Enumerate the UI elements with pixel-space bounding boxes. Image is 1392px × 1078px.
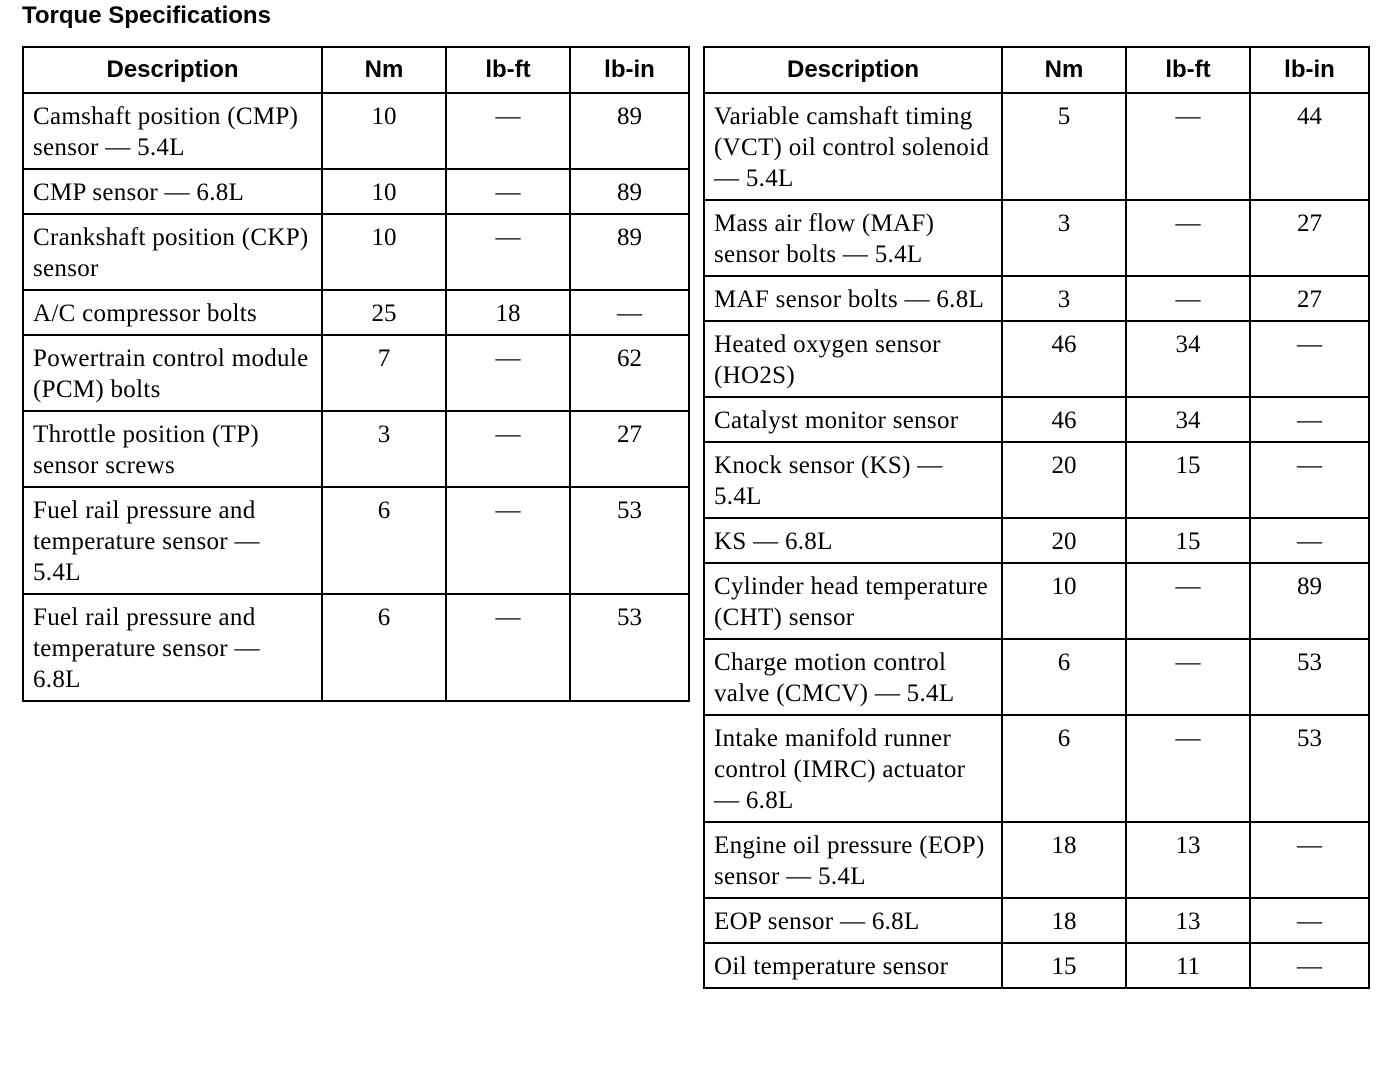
cell-description: CMP sensor — 6.8L bbox=[23, 169, 322, 214]
cell-nm: 7 bbox=[322, 335, 446, 411]
cell-lb-ft: — bbox=[446, 411, 570, 487]
cell-lb-in: — bbox=[1250, 898, 1369, 943]
cell-lb-ft: — bbox=[446, 487, 570, 594]
cell-description: Knock sensor (KS) — 5.4L bbox=[704, 442, 1002, 518]
table-row bbox=[23, 487, 689, 594]
cell-lb-ft: — bbox=[446, 335, 570, 411]
cell-lb-ft: — bbox=[446, 93, 570, 169]
cell-description: Variable camshaft timing (VCT) oil control solenoid — 5.4L bbox=[704, 93, 1002, 200]
cell-description: Throttle position (TP) sensor screws bbox=[23, 411, 322, 487]
cell-lb-ft: — bbox=[446, 214, 570, 290]
cell-lb-ft: 34 bbox=[1126, 321, 1250, 397]
cell-nm: 18 bbox=[1002, 898, 1126, 943]
cell-description: MAF sensor bolts — 6.8L bbox=[704, 276, 1002, 321]
cell-nm: 20 bbox=[1002, 442, 1126, 518]
cell-nm: 6 bbox=[1002, 715, 1126, 822]
cell-nm: 6 bbox=[322, 594, 446, 701]
table-row bbox=[704, 943, 1369, 988]
cell-description: Fuel rail pressure and temperature sensor — 6.8L bbox=[23, 594, 322, 701]
cell-nm: 10 bbox=[322, 214, 446, 290]
cell-lb-ft: — bbox=[446, 169, 570, 214]
cell-lb-ft: — bbox=[1126, 200, 1250, 276]
cell-lb-ft: 13 bbox=[1126, 898, 1250, 943]
cell-lb-in: — bbox=[1250, 321, 1369, 397]
torque-table-right bbox=[703, 46, 1370, 989]
table-row bbox=[704, 563, 1369, 639]
cell-description: Mass air flow (MAF) sensor bolts — 5.4L bbox=[704, 200, 1002, 276]
cell-lb-in: 27 bbox=[1250, 200, 1369, 276]
cell-description: Charge motion control valve (CMCV) — 5.4L bbox=[704, 639, 1002, 715]
cell-description: Oil temperature sensor bbox=[704, 943, 1002, 988]
column-header-description: Description bbox=[704, 47, 1002, 93]
column-header-lb-in: lb-in bbox=[1250, 47, 1369, 93]
cell-lb-in: 53 bbox=[1250, 715, 1369, 822]
cell-lb-in: — bbox=[1250, 442, 1369, 518]
cell-nm: 3 bbox=[1002, 276, 1126, 321]
cell-nm: 10 bbox=[322, 169, 446, 214]
table-row bbox=[23, 411, 689, 487]
cell-lb-in: 27 bbox=[570, 411, 689, 487]
cell-lb-in: 89 bbox=[1250, 563, 1369, 639]
table-row bbox=[704, 898, 1369, 943]
cell-lb-in: 27 bbox=[1250, 276, 1369, 321]
table-header-row bbox=[704, 47, 1369, 93]
cell-nm: 20 bbox=[1002, 518, 1126, 563]
cell-lb-ft: 18 bbox=[446, 290, 570, 335]
cell-lb-ft: 11 bbox=[1126, 943, 1250, 988]
torque-table-left bbox=[22, 46, 690, 702]
cell-lb-in: 62 bbox=[570, 335, 689, 411]
cell-nm: 25 bbox=[322, 290, 446, 335]
cell-lb-ft: — bbox=[1126, 563, 1250, 639]
cell-description: Fuel rail pressure and temperature sensor — 5.4L bbox=[23, 487, 322, 594]
cell-lb-in: 53 bbox=[570, 487, 689, 594]
table-row bbox=[704, 93, 1369, 200]
cell-lb-ft: — bbox=[1126, 93, 1250, 200]
cell-description: Catalyst monitor sensor bbox=[704, 397, 1002, 442]
cell-lb-in: — bbox=[570, 290, 689, 335]
cell-lb-in: — bbox=[1250, 397, 1369, 442]
cell-lb-in: — bbox=[1250, 518, 1369, 563]
cell-nm: 10 bbox=[322, 93, 446, 169]
cell-lb-ft: 15 bbox=[1126, 518, 1250, 563]
cell-nm: 46 bbox=[1002, 397, 1126, 442]
cell-lb-ft: — bbox=[1126, 639, 1250, 715]
table-row bbox=[704, 518, 1369, 563]
table-row bbox=[704, 200, 1369, 276]
cell-description: KS — 6.8L bbox=[704, 518, 1002, 563]
cell-lb-in: — bbox=[1250, 943, 1369, 988]
table-header-row bbox=[23, 47, 689, 93]
cell-nm: 18 bbox=[1002, 822, 1126, 898]
table-row bbox=[704, 639, 1369, 715]
cell-lb-in: 44 bbox=[1250, 93, 1369, 200]
cell-lb-ft: — bbox=[1126, 276, 1250, 321]
cell-description: EOP sensor — 6.8L bbox=[704, 898, 1002, 943]
cell-description: A/C compressor bolts bbox=[23, 290, 322, 335]
cell-description: Powertrain control module (PCM) bolts bbox=[23, 335, 322, 411]
cell-lb-in: 89 bbox=[570, 93, 689, 169]
table-row bbox=[23, 335, 689, 411]
cell-lb-ft: — bbox=[1126, 715, 1250, 822]
cell-lb-ft: 15 bbox=[1126, 442, 1250, 518]
cell-lb-ft: 34 bbox=[1126, 397, 1250, 442]
table-row bbox=[704, 276, 1369, 321]
cell-nm: 10 bbox=[1002, 563, 1126, 639]
table-row bbox=[704, 715, 1369, 822]
table-row bbox=[23, 214, 689, 290]
page-title: Torque Specifications bbox=[22, 2, 271, 29]
cell-description: Heated oxygen sensor (HO2S) bbox=[704, 321, 1002, 397]
cell-nm: 3 bbox=[1002, 200, 1126, 276]
column-header-nm: Nm bbox=[322, 47, 446, 93]
column-header-lb-ft: lb-ft bbox=[1126, 47, 1250, 93]
table-row bbox=[23, 594, 689, 701]
cell-description: Camshaft position (CMP) sensor — 5.4L bbox=[23, 93, 322, 169]
column-header-lb-ft: lb-ft bbox=[446, 47, 570, 93]
column-header-description: Description bbox=[23, 47, 322, 93]
table-row bbox=[704, 321, 1369, 397]
column-header-nm: Nm bbox=[1002, 47, 1126, 93]
cell-description: Cylinder head temperature (CHT) sensor bbox=[704, 563, 1002, 639]
cell-nm: 46 bbox=[1002, 321, 1126, 397]
cell-lb-in: 53 bbox=[1250, 639, 1369, 715]
cell-lb-in: 53 bbox=[570, 594, 689, 701]
cell-lb-ft: — bbox=[446, 594, 570, 701]
table-row bbox=[704, 397, 1369, 442]
table-row bbox=[704, 822, 1369, 898]
cell-nm: 6 bbox=[1002, 639, 1126, 715]
cell-description: Intake manifold runner control (IMRC) actuator — 6.8L bbox=[704, 715, 1002, 822]
table-row bbox=[23, 169, 689, 214]
cell-lb-in: — bbox=[1250, 822, 1369, 898]
table-row bbox=[704, 442, 1369, 518]
table-row bbox=[23, 93, 689, 169]
cell-nm: 6 bbox=[322, 487, 446, 594]
table-row bbox=[23, 290, 689, 335]
cell-nm: 5 bbox=[1002, 93, 1126, 200]
cell-description: Engine oil pressure (EOP) sensor — 5.4L bbox=[704, 822, 1002, 898]
cell-nm: 3 bbox=[322, 411, 446, 487]
cell-nm: 15 bbox=[1002, 943, 1126, 988]
cell-description: Crankshaft position (CKP) sensor bbox=[23, 214, 322, 290]
cell-lb-in: 89 bbox=[570, 169, 689, 214]
cell-lb-ft: 13 bbox=[1126, 822, 1250, 898]
column-header-lb-in: lb-in bbox=[570, 47, 689, 93]
cell-lb-in: 89 bbox=[570, 214, 689, 290]
